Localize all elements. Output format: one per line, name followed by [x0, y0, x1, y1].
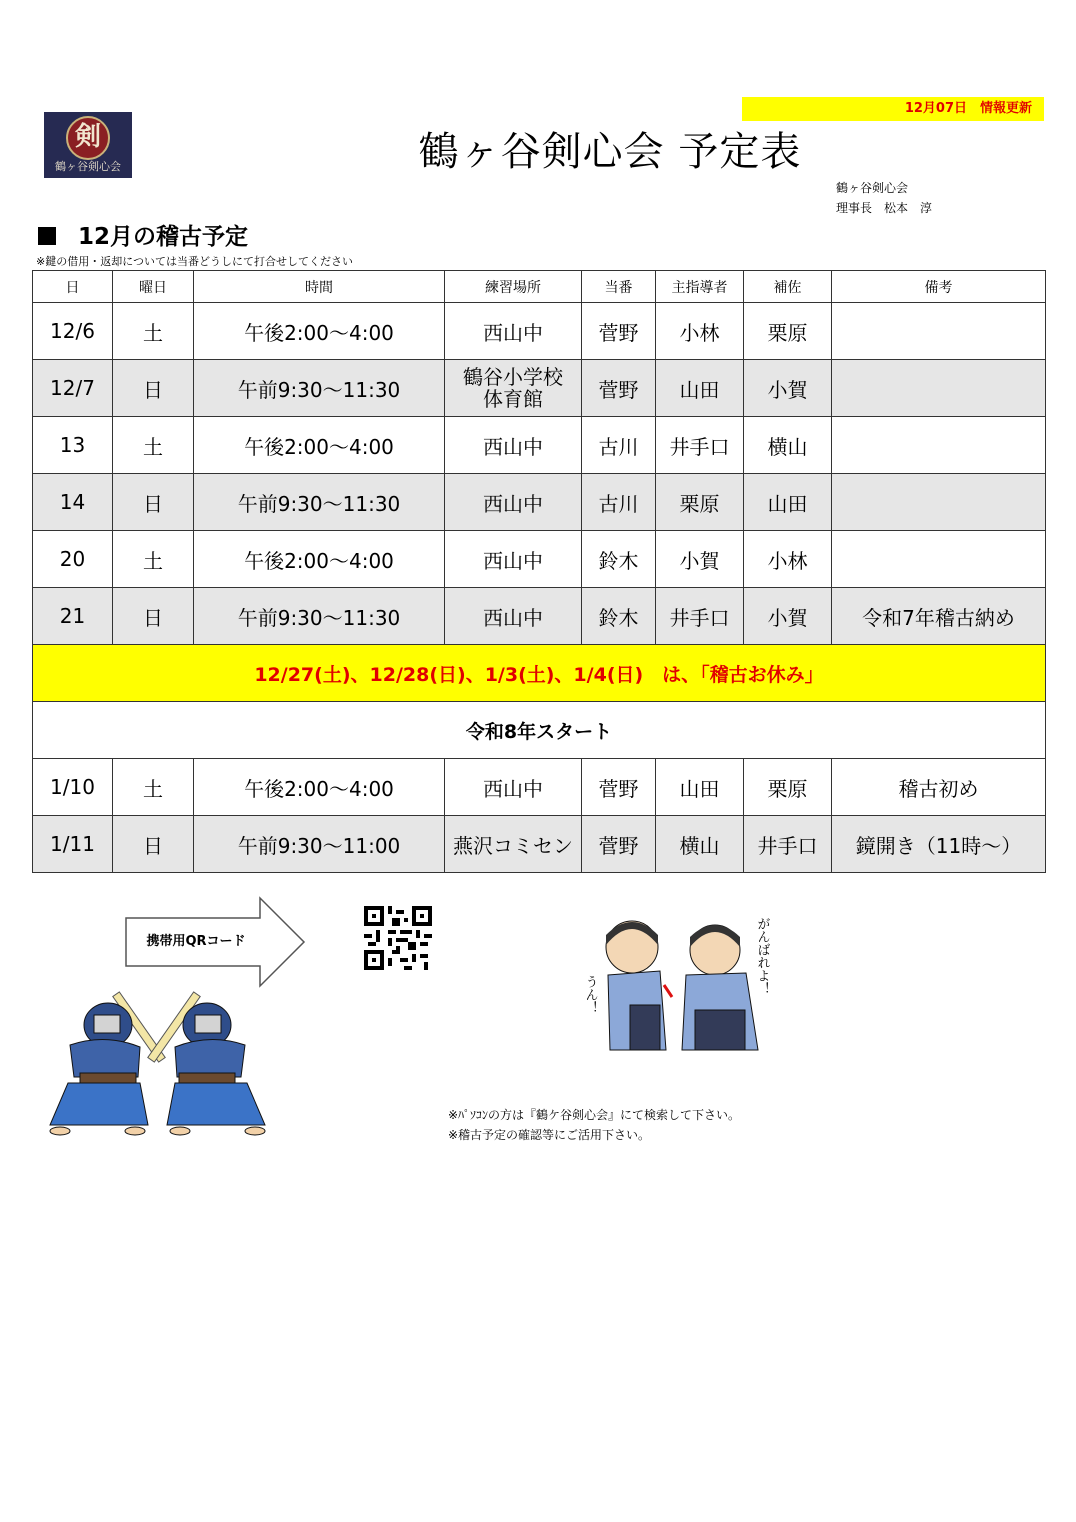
- header-place: 練習場所: [445, 271, 582, 303]
- cell-date: 14: [33, 474, 113, 531]
- cell-weekday: 日: [113, 474, 194, 531]
- cell-weekday: 土: [113, 531, 194, 588]
- cell-remarks: [832, 417, 1046, 474]
- new-year-note: 令和8年スタート: [33, 702, 1046, 759]
- header-date: 日: [33, 271, 113, 303]
- cell-assist: 小賀: [744, 360, 832, 417]
- cell-time: 午後2:00～4:00: [194, 417, 445, 474]
- page-title: 鶴ヶ谷剣心会 予定表: [418, 129, 802, 175]
- qr-label: 携帯用QRコード: [146, 934, 246, 949]
- cell-duty: 菅野: [582, 816, 656, 873]
- cell-duty: 菅野: [582, 360, 656, 417]
- update-notice: 12月07日 情報更新: [742, 97, 1044, 121]
- cell-time: 午後2:00～4:00: [194, 531, 445, 588]
- cell-weekday: 日: [113, 360, 194, 417]
- cell-time: 午後2:00～4:00: [194, 303, 445, 360]
- cell-date: 21: [33, 588, 113, 645]
- table-row: [33, 474, 1046, 531]
- cell-time: 午前9:30～11:30: [194, 588, 445, 645]
- cell-lead: 井手口: [656, 588, 744, 645]
- logo-text: 鶴ヶ谷剣心会: [55, 160, 121, 173]
- cell-duty: 菅野: [582, 303, 656, 360]
- cell-time: 午前9:30～11:00: [194, 816, 445, 873]
- cell-weekday: 土: [113, 417, 194, 474]
- header-lead: 主指導者: [656, 271, 744, 303]
- cell-weekday: 土: [113, 303, 194, 360]
- cell-place: 西山中: [445, 474, 582, 531]
- cell-place: 西山中: [445, 759, 582, 816]
- cell-lead: 山田: [656, 360, 744, 417]
- org-chair: 理事長 松本 淳: [836, 201, 933, 215]
- cell-remarks: 稽古初め: [832, 759, 1046, 816]
- square-bullet-icon: [38, 227, 56, 245]
- cell-assist: 小林: [744, 531, 832, 588]
- cell-remarks: [832, 360, 1046, 417]
- table-row: [33, 816, 1046, 873]
- cell-duty: 鈴木: [582, 531, 656, 588]
- cell-lead: 小林: [656, 303, 744, 360]
- kendo-fighters-illustration: [40, 985, 275, 1135]
- org-name: 鶴ヶ谷剣心会: [836, 181, 909, 195]
- cell-assist: 横山: [744, 417, 832, 474]
- cell-place: 西山中: [445, 303, 582, 360]
- cell-lead: 栗原: [656, 474, 744, 531]
- table-row: [33, 588, 1046, 645]
- kid-speech-right: がんばれよ！: [754, 917, 770, 995]
- header-remarks: 備考: [832, 271, 1046, 303]
- key-note: ※鍵の借用・返却については当番どうしにて打合せしてください: [36, 255, 353, 268]
- table-row: [33, 417, 1046, 474]
- cell-remarks: 鏡開き（11時～）: [832, 816, 1046, 873]
- header-duty: 当番: [582, 271, 656, 303]
- footer-note: ※稽古予定の確認等にご活用下さい。: [448, 1128, 651, 1142]
- cell-remarks: [832, 303, 1046, 360]
- table-row: [33, 303, 1046, 360]
- table-row: [33, 759, 1046, 816]
- cell-date: 13: [33, 417, 113, 474]
- cell-lead: 井手口: [656, 417, 744, 474]
- cell-lead: 山田: [656, 759, 744, 816]
- cell-duty: 古川: [582, 417, 656, 474]
- cell-assist: 小賀: [744, 588, 832, 645]
- cell-time: 午前9:30～11:30: [194, 360, 445, 417]
- cell-remarks: [832, 531, 1046, 588]
- cell-duty: 古川: [582, 474, 656, 531]
- table-header-row: [33, 271, 1046, 303]
- cell-weekday: 日: [113, 588, 194, 645]
- cell-time: 午後2:00～4:00: [194, 759, 445, 816]
- section-title: [38, 218, 248, 251]
- cell-place: 鶴谷小学校 体育館: [445, 360, 582, 417]
- cell-date: 12/6: [33, 303, 113, 360]
- cell-weekday: 土: [113, 759, 194, 816]
- cell-date: 12/7: [33, 360, 113, 417]
- cell-remarks: 令和7年稽古納め: [832, 588, 1046, 645]
- cell-assist: 井手口: [744, 816, 832, 873]
- table-row: [33, 360, 1046, 417]
- cell-lead: 横山: [656, 816, 744, 873]
- holiday-note: 12/27(土)、12/28(日)、1/3(土)、1/4(日) は、「稽古お休み」: [33, 645, 1046, 702]
- cell-duty: 菅野: [582, 759, 656, 816]
- cell-time: 午前9:30～11:30: [194, 474, 445, 531]
- cell-place: 燕沢コミセン: [445, 816, 582, 873]
- cell-duty: 鈴木: [582, 588, 656, 645]
- org-info: [836, 178, 932, 218]
- schedule-table: [32, 270, 1046, 873]
- footer-notes: [448, 1105, 740, 1145]
- cell-date: 20: [33, 531, 113, 588]
- footer-note: ※ﾊﾟｿｺﾝの方は『鶴ケ谷剣心会』にて検索して下さい。: [448, 1108, 741, 1122]
- holiday-row: [33, 645, 1046, 702]
- cell-assist: 栗原: [744, 303, 832, 360]
- cell-date: 1/11: [33, 816, 113, 873]
- cell-place: 西山中: [445, 531, 582, 588]
- cell-assist: 山田: [744, 474, 832, 531]
- cell-assist: 栗原: [744, 759, 832, 816]
- cell-remarks: [832, 474, 1046, 531]
- header-weekday: 曜日: [113, 271, 194, 303]
- cell-place: 西山中: [445, 588, 582, 645]
- header-assist: 補佐: [744, 271, 832, 303]
- kids-illustration: [582, 905, 780, 1055]
- qr-code-icon[interactable]: [364, 906, 432, 970]
- club-logo: [44, 112, 132, 178]
- table-row: [33, 531, 1046, 588]
- cell-weekday: 日: [113, 816, 194, 873]
- new-year-row: [33, 702, 1046, 759]
- cell-place: 西山中: [445, 417, 582, 474]
- kendo-seal-icon: 剣: [66, 116, 110, 160]
- header-time: 時間: [194, 271, 445, 303]
- kid-speech-left: うん！: [582, 975, 598, 1014]
- cell-date: 1/10: [33, 759, 113, 816]
- section-title-text: 12月の稽古予定: [78, 224, 249, 250]
- cell-lead: 小賀: [656, 531, 744, 588]
